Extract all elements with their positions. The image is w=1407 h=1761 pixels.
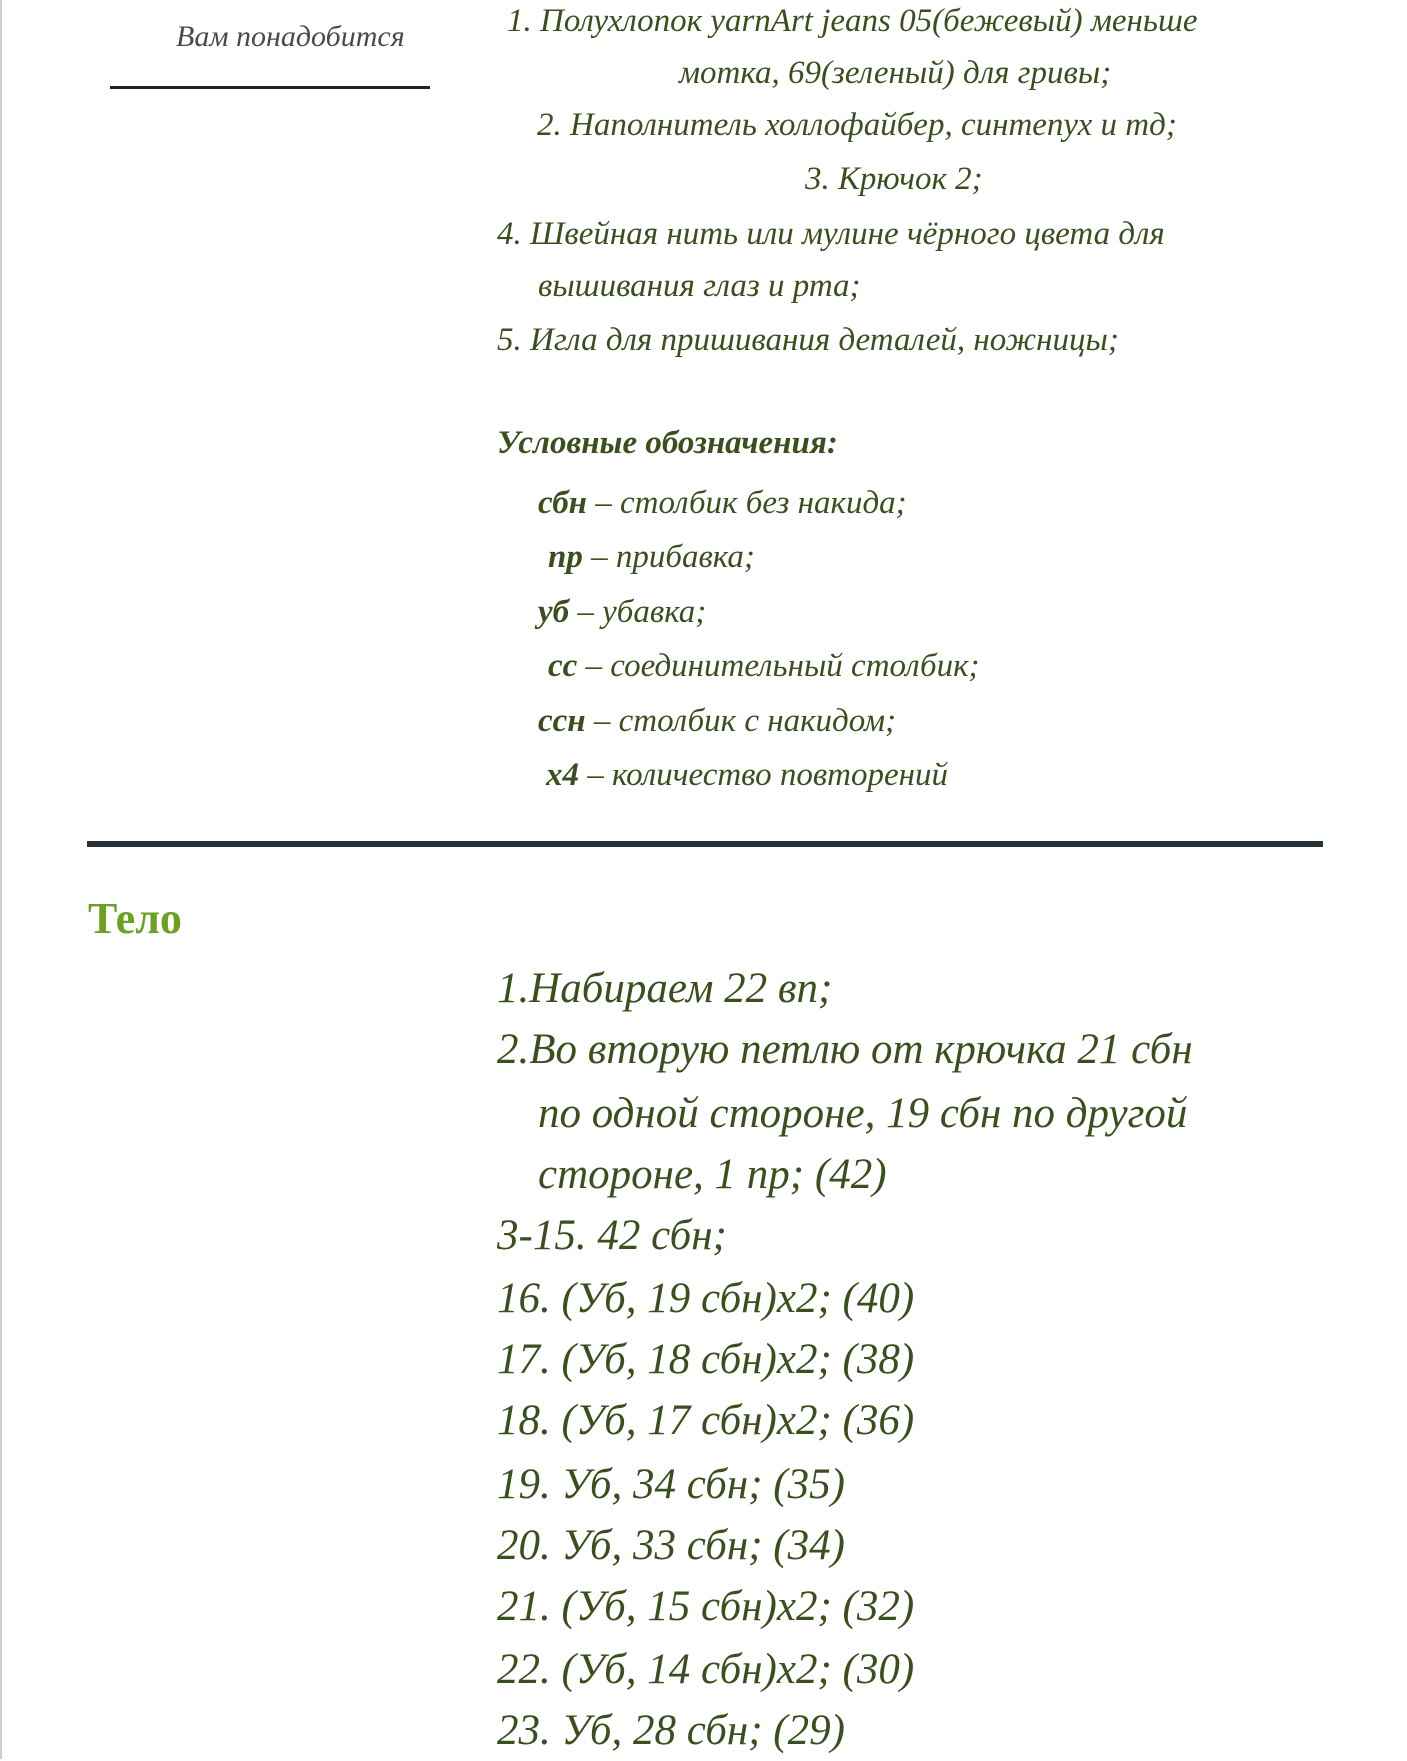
page-left-edge: [0, 0, 2, 1759]
legend-desc: – соединительный столбик;: [577, 648, 980, 684]
materials-item-text: Крючок 2;: [838, 161, 983, 197]
sidebar-divider: [110, 86, 430, 89]
legend-desc: – прибавка;: [582, 539, 755, 575]
legend-abbr: сс: [548, 648, 578, 684]
materials-item-num: 4.: [497, 216, 522, 252]
materials-item-num: 3.: [805, 161, 830, 197]
step-text: (Уб, 19 сбн)х2; (40): [561, 1275, 915, 1322]
legend-item: [548, 530, 755, 584]
step-num: 23.: [497, 1707, 551, 1754]
materials-item-2: [537, 99, 1177, 151]
step-text: Во вторую петлю от крючка 21 сбн: [529, 1026, 1193, 1073]
legend-abbr: пр: [548, 539, 583, 575]
materials-item-text: Игла для пришивания деталей, ножницы;: [530, 322, 1119, 358]
step-text: Набираем 22 вп;: [529, 965, 833, 1012]
step-num: 19.: [497, 1461, 551, 1508]
step: [497, 1019, 1193, 1080]
step: [497, 1205, 727, 1266]
step-num: 2.: [497, 1026, 530, 1073]
step: [497, 1700, 845, 1761]
materials-item-num: 1.: [507, 3, 532, 39]
step: [497, 1639, 914, 1700]
step-text: (Уб, 17 сбн)х2; (36): [561, 1397, 915, 1444]
step: [497, 1576, 914, 1637]
step-text: Уб, 28 сбн; (29): [561, 1707, 845, 1754]
step-num: 18.: [497, 1397, 551, 1444]
step: [497, 1268, 914, 1329]
step-text: Уб, 33 сбн; (34): [561, 1522, 845, 1569]
legend-desc: – столбик без накида;: [587, 485, 907, 521]
step-cont: стороне, 1 пр; (42): [538, 1151, 887, 1198]
materials-item-num: 2.: [537, 107, 562, 143]
step-text: Уб, 34 сбн; (35): [561, 1461, 845, 1508]
materials-item-5: [497, 314, 1119, 366]
legend-item: [538, 476, 907, 530]
step-text: (Уб, 14 сбн)х2; (30): [561, 1646, 915, 1693]
step-num: 22.: [497, 1646, 551, 1693]
step-cont: по одной стороне, 19 сбн по другой: [538, 1090, 1188, 1137]
materials-item-3: [805, 153, 983, 205]
legend-abbr: сбн: [538, 485, 588, 521]
legend-abbr: уб: [538, 594, 570, 630]
step-text: 42 сбн;: [597, 1212, 727, 1259]
step-num: 16.: [497, 1275, 551, 1322]
legend-abbr: х4: [546, 757, 579, 793]
materials-item-1-cont: мотка, 69(зеленый) для гривы;: [679, 55, 1112, 91]
materials-item-4-cont: вышивания глаз и рта;: [538, 268, 861, 304]
step-num: 3-15.: [497, 1212, 587, 1259]
materials-item-1: [507, 0, 1198, 47]
section-title: Тело: [88, 894, 182, 943]
legend-desc: – количество повторений: [579, 757, 948, 793]
step-num: 20.: [497, 1522, 551, 1569]
legend-desc: – столбик с накидом;: [585, 703, 897, 739]
legend-desc: – убавка;: [569, 594, 707, 630]
step: [497, 958, 832, 1019]
step: [497, 1329, 914, 1390]
step-num: 1.: [497, 965, 530, 1012]
materials-item-text: Швейная нить или мулине чёрного цвета для: [530, 216, 1165, 252]
legend-title: Условные обозначения:: [497, 425, 838, 461]
legend-item: [548, 639, 980, 693]
legend-item: [538, 585, 706, 639]
materials-item-text: Наполнитель холлофайбер, синтепух и тд;: [570, 107, 1177, 143]
materials-item-num: 5.: [497, 322, 522, 358]
materials-item-text: Полухлопок yarnArt jeans 05(бежевый) меньше: [540, 3, 1198, 39]
section-divider: [87, 841, 1323, 847]
step-text: (Уб, 15 сбн)х2; (32): [561, 1583, 915, 1630]
step-text: (Уб, 18 сбн)х2; (38): [561, 1336, 915, 1383]
step: [497, 1454, 845, 1515]
step-num: 17.: [497, 1336, 551, 1383]
materials-item-4: [497, 208, 1165, 260]
sidebar-label: Вам понадобится: [176, 20, 405, 53]
step-num: 21.: [497, 1583, 551, 1630]
legend-abbr: ссн: [538, 703, 586, 739]
legend-item: [538, 694, 896, 748]
legend-item: [546, 748, 948, 802]
step: [497, 1515, 845, 1576]
step: [497, 1390, 914, 1451]
